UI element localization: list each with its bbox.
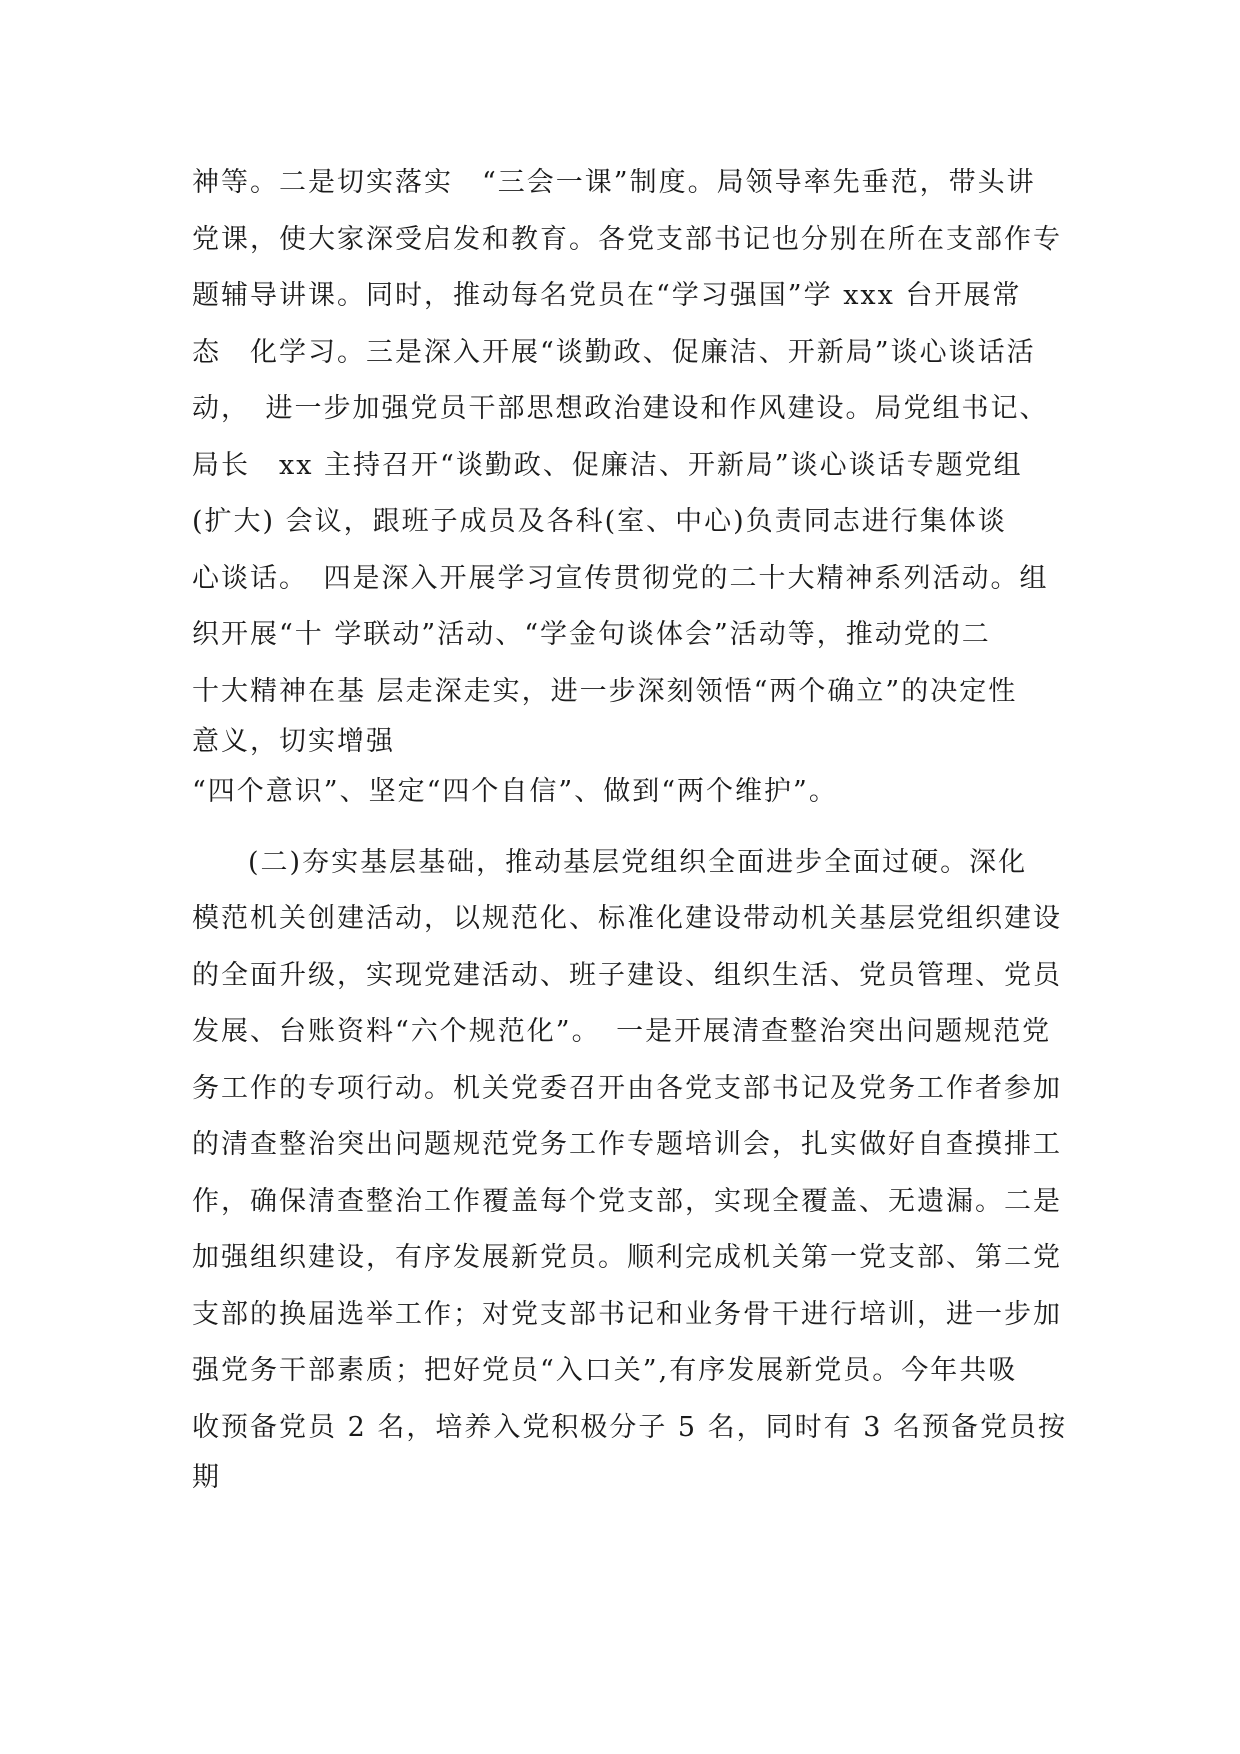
- text-line: 心谈话。 四是深入开展学习宣传贯彻党的二十大精神系列活动。组: [192, 562, 1049, 594]
- text-line: 支部的换届选举工作；对党支部书记和业务骨干进行培训，进一步加: [192, 1298, 1062, 1330]
- text-line: 十大精神在基 层走深走实，进一步深刻领悟“两个确立”的决定性: [192, 675, 1018, 707]
- text-line: 神等。二是切实落实 “三会一课”制度。局领导率先垂范，带头讲: [192, 167, 1036, 198]
- text-line: 意义，切实增强: [192, 726, 395, 757]
- text-line: 模范机关创建活动，以规范化、标准化建设带动机关基层党组织建设: [192, 903, 1062, 934]
- text-line: 作，确保清查整治工作覆盖每个党支部，实现全覆盖、无遗漏。二是: [192, 1185, 1062, 1217]
- text-line: 务工作的专项行动。机关党委召开由各党支部书记及党务工作者参加: [192, 1072, 1062, 1104]
- text-line: 织开展“十 学联动”活动、“学金句谈体会”活动等，推动党的二: [192, 619, 991, 650]
- section-heading-line: (二)夯实基层基础，推动基层党组织全面进步全面过硬。深化: [248, 846, 1028, 878]
- text-line: 态 化学习。三是深入开展“谈勤政、促廉洁、开新局”谈心谈话活: [192, 336, 1036, 368]
- text-line: 强党务干部素质；把好党员“入口关”,有序发展新党员。今年共吸: [192, 1355, 1018, 1386]
- text-line: 加强组织建设，有序发展新党员。顺利完成机关第一党支部、第二党: [192, 1242, 1062, 1273]
- text-line: 局长 xx 主持召开“谈勤政、促廉洁、开新局”谈心谈话专题党组: [192, 449, 1023, 481]
- text-line: 的清查整治突出问题规范党务工作专题培训会，扎实做好自查摸排工: [192, 1129, 1062, 1160]
- body-text: [192, 155, 1068, 1500]
- text-line: 期: [192, 1462, 221, 1493]
- text-line: 发展、台账资料“六个规范化”。 一是开展清查整治突出问题规范党: [192, 1016, 1052, 1047]
- text-line: “四个意识”、坚定“四个自信”、做到“两个维护”。: [192, 776, 838, 807]
- text-line: 的全面升级，实现党建活动、班子建设、组织生活、党员管理、党员: [192, 959, 1062, 991]
- text-line: 题辅导讲课。同时，推动每名党员在“学习强国”学 xxx 台开展常: [192, 280, 1022, 311]
- text-line: (扩大) 会议，跟班子成员及各科(室、中心)负责同志进行集体谈: [192, 506, 1007, 537]
- text-line: 动， 进一步加强党员干部思想政治建设和作风建设。局党组书记、: [192, 393, 1049, 424]
- text-line: 收预备党员 2 名，培养入党积极分子 5 名，同时有 3 名预备党员按: [192, 1411, 1068, 1443]
- text-line: 党课，使大家深受启发和教育。各党支部书记也分别在所在支部作专: [192, 223, 1062, 255]
